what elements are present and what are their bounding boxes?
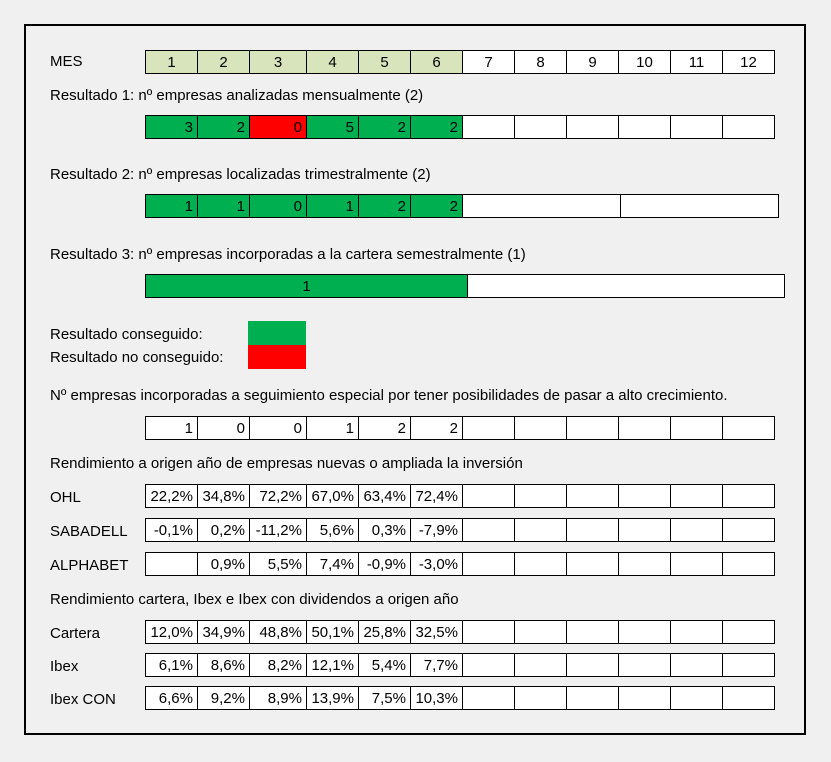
r2-cell-2: 1 xyxy=(197,194,250,218)
resultado-3-title: Resultado 3: nº empresas incorporadas a la cartera semestralmente (1) xyxy=(50,246,526,263)
cartera-cell-9 xyxy=(566,620,619,644)
r1-cell-7 xyxy=(462,115,515,139)
ohl-cell-8 xyxy=(514,484,567,508)
alphabet-cell-8 xyxy=(514,552,567,576)
ibex-cell-2: 8,6% xyxy=(197,653,250,677)
ibex-cell-4: 12,1% xyxy=(306,653,359,677)
r1-cell-8 xyxy=(514,115,567,139)
rendimiento-alphabet-row xyxy=(145,552,775,576)
sabadell-cell-4: 5,6% xyxy=(306,518,359,542)
r1-cell-11 xyxy=(670,115,723,139)
ibex-con-cell-12 xyxy=(722,686,775,710)
alphabet-cell-7 xyxy=(462,552,515,576)
alphabet-cell-9 xyxy=(566,552,619,576)
ibex-cell-11 xyxy=(670,653,723,677)
ibex-con-cell-10 xyxy=(618,686,671,710)
r2-cell-3: 0 xyxy=(249,194,307,218)
ibex-cell-8 xyxy=(514,653,567,677)
ohl-cell-4: 67,0% xyxy=(306,484,359,508)
ibex-cell-7 xyxy=(462,653,515,677)
r1-cell-3: 0 xyxy=(249,115,307,139)
sabadell-cell-9 xyxy=(566,518,619,542)
ibex-con-cell-5: 7,5% xyxy=(358,686,411,710)
cartera-cell-4: 50,1% xyxy=(306,620,359,644)
r1-cell-2: 2 xyxy=(197,115,250,139)
ibex-con-cell-3: 8,9% xyxy=(249,686,307,710)
row-name-sabadell: SABADELL xyxy=(50,523,128,540)
ohl-cell-5: 63,4% xyxy=(358,484,411,508)
r3-cell-1: 1 xyxy=(145,274,468,298)
rendimiento-ibex-con-row xyxy=(145,686,775,710)
ibex-con-cell-11 xyxy=(670,686,723,710)
ohl-cell-7 xyxy=(462,484,515,508)
mes-label: MES xyxy=(50,53,83,70)
cartera-cell-10 xyxy=(618,620,671,644)
resultado-1-row xyxy=(145,115,775,139)
r1-cell-12 xyxy=(722,115,775,139)
sabadell-cell-2: 0,2% xyxy=(197,518,250,542)
ibex-cell-6: 7,7% xyxy=(410,653,463,677)
alphabet-cell-6: -3,0% xyxy=(410,552,463,576)
seguimiento-title: Nº empresas incorporadas a seguimiento especial por tener posibilidades de pasar a alto crecimiento. xyxy=(50,387,728,404)
ibex-cell-5: 5,4% xyxy=(358,653,411,677)
alphabet-cell-3: 5,5% xyxy=(249,552,307,576)
legend-achieved-label: Resultado conseguido: xyxy=(50,326,203,343)
row-name-ibex-con: Ibex CON xyxy=(50,691,116,708)
month-cell-8: 8 xyxy=(514,50,567,74)
r1-cell-1: 3 xyxy=(145,115,198,139)
rendimiento-ibex-row xyxy=(145,653,775,677)
ohl-cell-2: 34,8% xyxy=(197,484,250,508)
r1-cell-9 xyxy=(566,115,619,139)
ibex-cell-10 xyxy=(618,653,671,677)
month-cell-2: 2 xyxy=(197,50,250,74)
seguimiento-cell-4: 1 xyxy=(306,416,359,440)
seguimiento-cell-3: 0 xyxy=(249,416,307,440)
rendimiento-sabadell-row xyxy=(145,518,775,542)
month-cell-4: 4 xyxy=(306,50,359,74)
cartera-cell-5: 25,8% xyxy=(358,620,411,644)
r3-cell-2 xyxy=(467,274,785,298)
ohl-cell-1: 22,2% xyxy=(145,484,198,508)
row-name-ohl: OHL xyxy=(50,489,81,506)
alphabet-cell-10 xyxy=(618,552,671,576)
r2-cell-6: 2 xyxy=(410,194,463,218)
ibex-con-cell-8 xyxy=(514,686,567,710)
r2-cell-7 xyxy=(462,194,621,218)
alphabet-cell-1 xyxy=(145,552,198,576)
seguimiento-cell-10 xyxy=(618,416,671,440)
resultado-1-title: Resultado 1: nº empresas analizadas mensualmente (2) xyxy=(50,87,424,104)
sabadell-cell-10 xyxy=(618,518,671,542)
ibex-con-cell-2: 9,2% xyxy=(197,686,250,710)
r2-cell-1: 1 xyxy=(145,194,198,218)
ohl-cell-12 xyxy=(722,484,775,508)
r2-cell-8 xyxy=(620,194,779,218)
ibex-cell-12 xyxy=(722,653,775,677)
resultado-3-row xyxy=(145,274,785,298)
resultado-2-row xyxy=(145,194,779,218)
month-cell-6: 6 xyxy=(410,50,463,74)
sabadell-cell-7 xyxy=(462,518,515,542)
seguimiento-cell-11 xyxy=(670,416,723,440)
month-cell-1: 1 xyxy=(145,50,198,74)
sabadell-cell-3: -11,2% xyxy=(249,518,307,542)
legend-achieved-swatch xyxy=(248,321,306,345)
legend-not-achieved-label: Resultado no conseguido: xyxy=(50,349,224,366)
month-cell-11: 11 xyxy=(670,50,723,74)
rendimiento-ohl-row xyxy=(145,484,775,508)
r1-cell-4: 5 xyxy=(306,115,359,139)
r1-cell-5: 2 xyxy=(358,115,411,139)
ibex-cell-9 xyxy=(566,653,619,677)
legend-not-achieved-swatch xyxy=(248,345,306,369)
cartera-cell-1: 12,0% xyxy=(145,620,198,644)
r2-cell-4: 1 xyxy=(306,194,359,218)
mes-row xyxy=(145,50,775,74)
month-cell-3: 3 xyxy=(249,50,307,74)
alphabet-cell-4: 7,4% xyxy=(306,552,359,576)
r1-cell-6: 2 xyxy=(410,115,463,139)
ibex-con-cell-4: 13,9% xyxy=(306,686,359,710)
r2-cell-5: 2 xyxy=(358,194,411,218)
ohl-cell-9 xyxy=(566,484,619,508)
seguimiento-cell-9 xyxy=(566,416,619,440)
sabadell-cell-12 xyxy=(722,518,775,542)
month-cell-7: 7 xyxy=(462,50,515,74)
alphabet-cell-11 xyxy=(670,552,723,576)
ohl-cell-6: 72,4% xyxy=(410,484,463,508)
ibex-con-cell-9 xyxy=(566,686,619,710)
r1-cell-10 xyxy=(618,115,671,139)
seguimiento-cell-12 xyxy=(722,416,775,440)
rendimiento-cartera-row xyxy=(145,620,775,644)
ibex-con-cell-7 xyxy=(462,686,515,710)
month-cell-10: 10 xyxy=(618,50,671,74)
cartera-cell-7 xyxy=(462,620,515,644)
resultado-2-title: Resultado 2: nº empresas localizadas trimestralmente (2) xyxy=(50,166,431,183)
row-name-cartera: Cartera xyxy=(50,625,101,642)
seguimiento-cell-1: 1 xyxy=(145,416,198,440)
ibex-cell-1: 6,1% xyxy=(145,653,198,677)
rendimiento-cartera-title: Rendimiento cartera, Ibex e Ibex con dividendos a origen año xyxy=(50,591,459,608)
seguimiento-cell-8 xyxy=(514,416,567,440)
seguimiento-cell-2: 0 xyxy=(197,416,250,440)
seguimiento-cell-6: 2 xyxy=(410,416,463,440)
cartera-cell-6: 32,5% xyxy=(410,620,463,644)
ohl-cell-11 xyxy=(670,484,723,508)
cartera-cell-11 xyxy=(670,620,723,644)
cartera-cell-8 xyxy=(514,620,567,644)
sabadell-cell-6: -7,9% xyxy=(410,518,463,542)
month-cell-9: 9 xyxy=(566,50,619,74)
ohl-cell-10 xyxy=(618,484,671,508)
cartera-cell-3: 48,8% xyxy=(249,620,307,644)
seguimiento-row xyxy=(145,416,775,440)
month-cell-12: 12 xyxy=(722,50,775,74)
row-name-alphabet: ALPHABET xyxy=(50,557,129,574)
sabadell-cell-1: -0,1% xyxy=(145,518,198,542)
month-cell-5: 5 xyxy=(358,50,411,74)
ibex-cell-3: 8,2% xyxy=(249,653,307,677)
sabadell-cell-11 xyxy=(670,518,723,542)
alphabet-cell-12 xyxy=(722,552,775,576)
sabadell-cell-5: 0,3% xyxy=(358,518,411,542)
alphabet-cell-2: 0,9% xyxy=(197,552,250,576)
ibex-con-cell-6: 10,3% xyxy=(410,686,463,710)
row-name-ibex: Ibex xyxy=(50,658,79,675)
cartera-cell-12 xyxy=(722,620,775,644)
seguimiento-cell-7 xyxy=(462,416,515,440)
rendimiento-nuevas-title: Rendimiento a origen año de empresas nuevas o ampliada la inversión xyxy=(50,455,523,472)
cartera-cell-2: 34,9% xyxy=(197,620,250,644)
ohl-cell-3: 72,2% xyxy=(249,484,307,508)
alphabet-cell-5: -0,9% xyxy=(358,552,411,576)
seguimiento-cell-5: 2 xyxy=(358,416,411,440)
sabadell-cell-8 xyxy=(514,518,567,542)
ibex-con-cell-1: 6,6% xyxy=(145,686,198,710)
